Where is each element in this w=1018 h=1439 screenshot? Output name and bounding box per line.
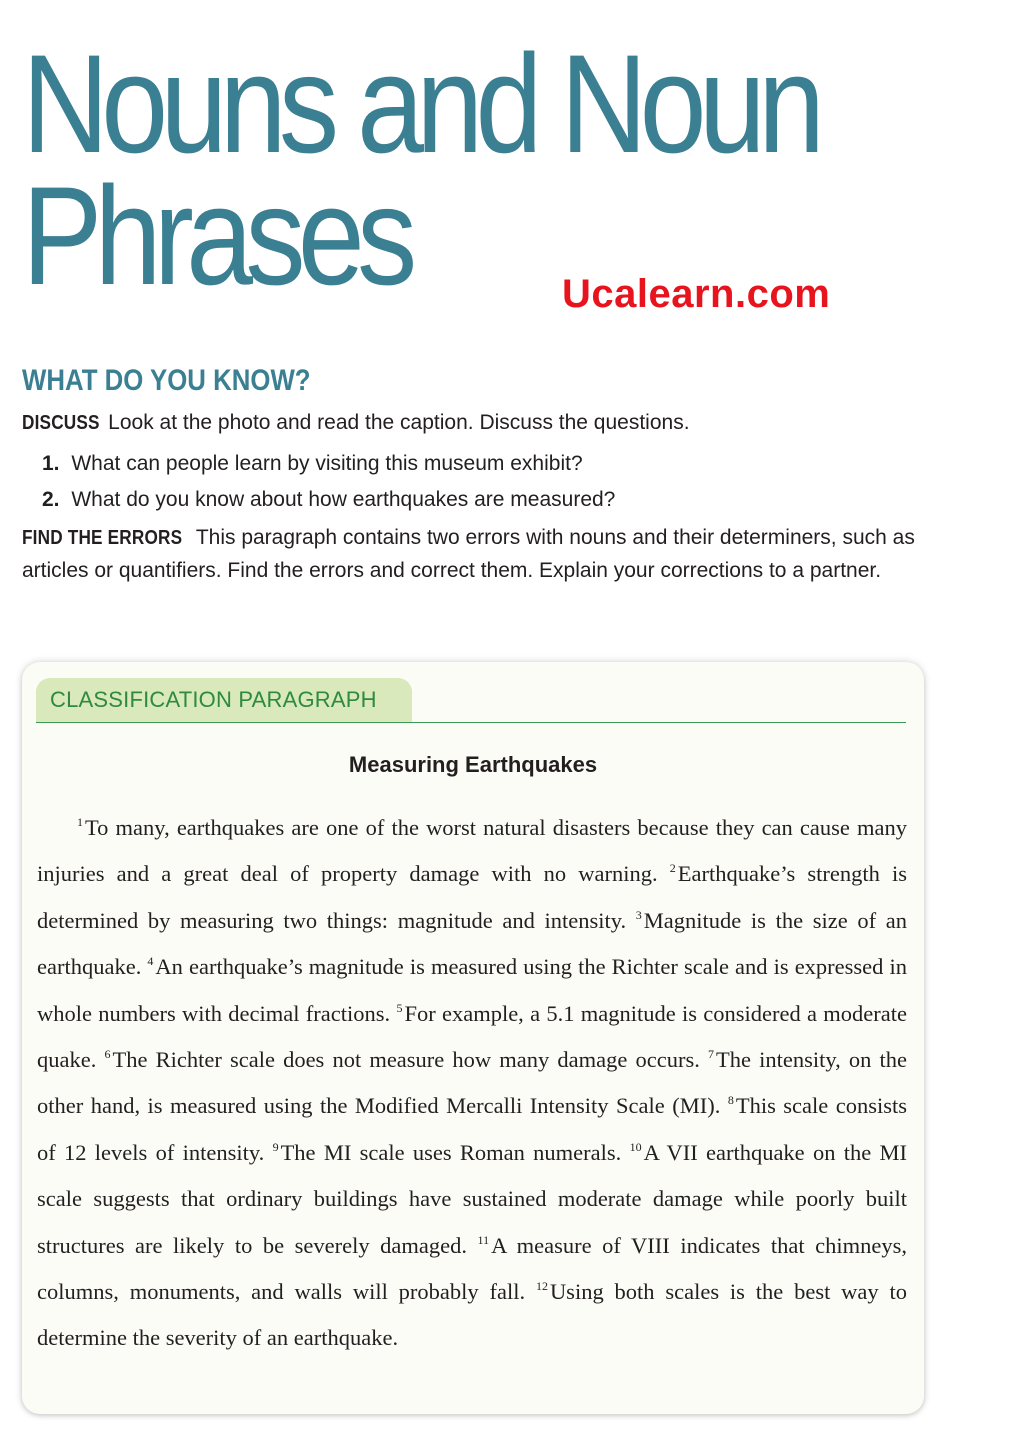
sentence-number: 3 (635, 907, 642, 922)
box-divider (36, 722, 906, 723)
find-errors-label: FIND THE ERRORS (22, 527, 183, 549)
sentence-number: 8 (727, 1093, 734, 1108)
sentence-text: An earthquake’s magnitude is measured using the Richter scale and is expressed in whole numbers with decimal fractions. (37, 954, 907, 1026)
sentence-number: 4 (147, 954, 154, 969)
sentence-text: A VII earthquake on the MI scale suggests that ordinary buildings have sustained moderate damage while poorly built structures are likely to be severely damaged. (37, 1139, 908, 1258)
find-errors-instruction (22, 522, 942, 586)
discuss-label: DISCUSS (22, 412, 100, 434)
sentence-number: 12 (535, 1279, 548, 1294)
sentence-text: To many, earthquakes are one of the worst natural disasters because they can cause many injuries and a great deal of property damage with no warning. (37, 815, 907, 887)
chapter-title-line-2: Phrases (22, 157, 410, 314)
sentence-number: 6 (104, 1047, 111, 1062)
sentence-text: For example, a 5.1 magnitude is considered a moderate quake. (37, 1000, 908, 1073)
sentence-text: The MI scale uses Roman numerals. (280, 1139, 622, 1165)
question-text: What do you know about how earthquakes are measured? (71, 488, 616, 511)
sentence-number: 1 (77, 815, 83, 829)
sentence-number: 7 (708, 1047, 714, 1062)
sentence-number: 10 (629, 1139, 642, 1154)
discuss-instruction (22, 408, 690, 438)
discuss-text: Look at the photo and read the caption. Discuss the questions. (108, 411, 690, 434)
sentence-text: The intensity, on the other hand, is measured using the Modified Mercalli Intensity Scale (MI). (37, 1047, 908, 1119)
sentence-text: Magnitude is the size of an earthquake. (37, 907, 907, 980)
find-errors-text: This paragraph contains two errors with nouns and their determiners, such as articles or quantifiers. Find the errors and correct them. Explain your corrections to a partner. (22, 526, 915, 582)
sentence-text: A measure of VIII indicates that chimneys, columns, monuments, and walls will probably fall. (37, 1232, 907, 1305)
sentence-text: The Richter scale does not measure how many damage occurs. (112, 1047, 700, 1073)
question-number: 2. (42, 488, 60, 511)
sentence-number: 11 (477, 1232, 490, 1247)
sentence-number: 5 (396, 1000, 403, 1015)
sentence-number: 9 (272, 1139, 279, 1154)
sentence-text: Earthquake’s strength is determined by measuring two things: magnitude and intensity. (37, 861, 908, 933)
paragraph-title: Measuring Earthquakes (348, 752, 598, 777)
paragraph-body (37, 805, 907, 1362)
question-number: 1. (42, 452, 60, 475)
chapter-title-line-1: Nouns and Noun (22, 25, 818, 182)
sentence-text: Using both scales is the best way to determine the severity of an earthquake. (37, 1279, 908, 1351)
section-heading: WHAT DO YOU KNOW? (22, 364, 311, 397)
sentence-text: This scale consists of 12 levels of intensity. (37, 1093, 908, 1165)
discussion-questions (42, 446, 615, 518)
question-item (42, 482, 615, 518)
box-tab-label: CLASSIFICATION PARAGRAPH (50, 687, 377, 712)
box-tab (36, 678, 412, 722)
sentence-number: 2 (669, 861, 676, 876)
watermark-text: Ucalearn.com (562, 272, 831, 316)
chapter-title (22, 25, 818, 314)
classification-paragraph-box (22, 662, 924, 1414)
question-item (42, 446, 615, 482)
question-text: What can people learn by visiting this museum exhibit? (71, 452, 583, 475)
